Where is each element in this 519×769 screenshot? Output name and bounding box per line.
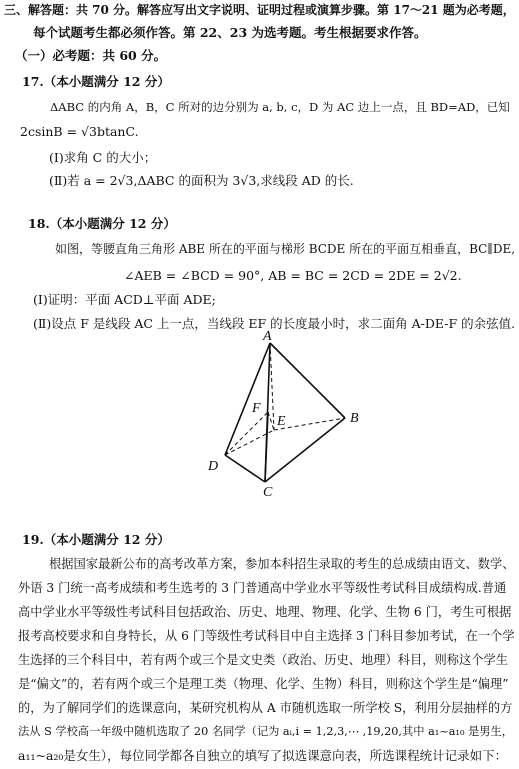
edge-DC [225,455,265,482]
q17-title: 17.（本小题满分 12 分） [22,74,170,89]
q18-part2: (Ⅱ)设点 F 是线段 AC 上一点，当线段 EF 的长度最小时，求二面角 A-DE-F 的余弦值. [33,316,516,331]
q19-line: 法从 S 学校高一年级中随机选取了 20 名同学（记为 aᵢ,i = 1,2,3,⋯ ,19,20,其中 a₁~a₁₀ 是男生， [18,725,514,738]
label-E: E [277,414,286,429]
required-heading: （一）必考题：共 60 分。 [15,48,167,63]
q19-line: 是“偏文”的，若有两个或三个是理工类（物理、化学、生物）科目，则称这个学生是“偏理” [18,677,509,691]
q17-line1: ΔABC 的内角 A，B，C 所对的边分别为 a, b, c，D 为 AC 边上一点，且 BD=AD，已知 [50,100,510,114]
q18-line2: ∠AEB = ∠BCD = 90°, AB = BC = 2CD = 2DE = 2√2. [124,268,462,283]
q19-line: 的，为了解同学们的选课意向，某研究机构从 A 市随机选取一所学校 S，利用分层抽样的方 [18,701,513,715]
edge-AD [225,343,270,455]
q19-line: 外语 3 门统一高考成绩和考生选考的 3 门普通高中学业水平等级性考试科目成绩构成.普通 [18,581,507,595]
label-C: C [263,485,273,500]
segment-DF [225,412,268,455]
q19-title: 19.（本小题满分 12 分） [22,532,170,547]
q17-part2: (Ⅱ)若 a = 2√3,ΔABC 的面积为 3√3,求线段 AD 的长. [49,173,354,188]
label-F: F [252,401,261,416]
label-A: A [263,329,272,344]
label-D: D [208,459,219,474]
q17-part1: (Ⅰ)求角 C 的大小； [49,150,157,165]
q19-line: 根据国家最新公布的高考改革方案，参加本科招生录取的考生的总成绩由语文、数学、 [49,557,515,571]
section-heading-line2: 每个试题考生都必须作答。第 22、23 为选考题。考生根据要求作答。 [33,25,427,40]
edge-AE [270,343,274,430]
q18-title: 18.（本小题满分 12 分） [28,216,176,231]
label-B: B [350,411,359,426]
q17-line2: 2csinB = √3btanC. [20,124,139,139]
q19-line: 高中学业水平等级性考试科目包括政治、历史、地理、物理、化学、生物 6 门，考生可根据 [18,605,512,619]
q19-line: 报考高校要求和自身特长，从 6 门等级性考试科目中自主选择 3 门科目参加考试，在一个学 [18,629,515,643]
q18-line1: 如图，等腰直角三角形 ABE 所在的平面与梯形 BCDE 所在的平面互相垂直，BC∥DE, [55,242,516,256]
q19-line: 生选择的三个科目中，若有两个或三个是文史类（政治、历史、地理）科目，则称这个学生 [18,653,508,667]
q18-part1: (Ⅰ)证明：平面 ACD⊥平面 ADE; [33,292,216,307]
edge-AB [270,343,345,418]
q19-line: a₁₁~a₂₀是女生），每位同学都各自独立的填写了拟选课意向表，所选课程统计记录如下： [18,748,508,763]
section-heading-line1: 三、解答题：共 70 分。解答应写出文字说明、证明过程或演算步骤。第 17～21 题为必考题， [4,3,515,17]
